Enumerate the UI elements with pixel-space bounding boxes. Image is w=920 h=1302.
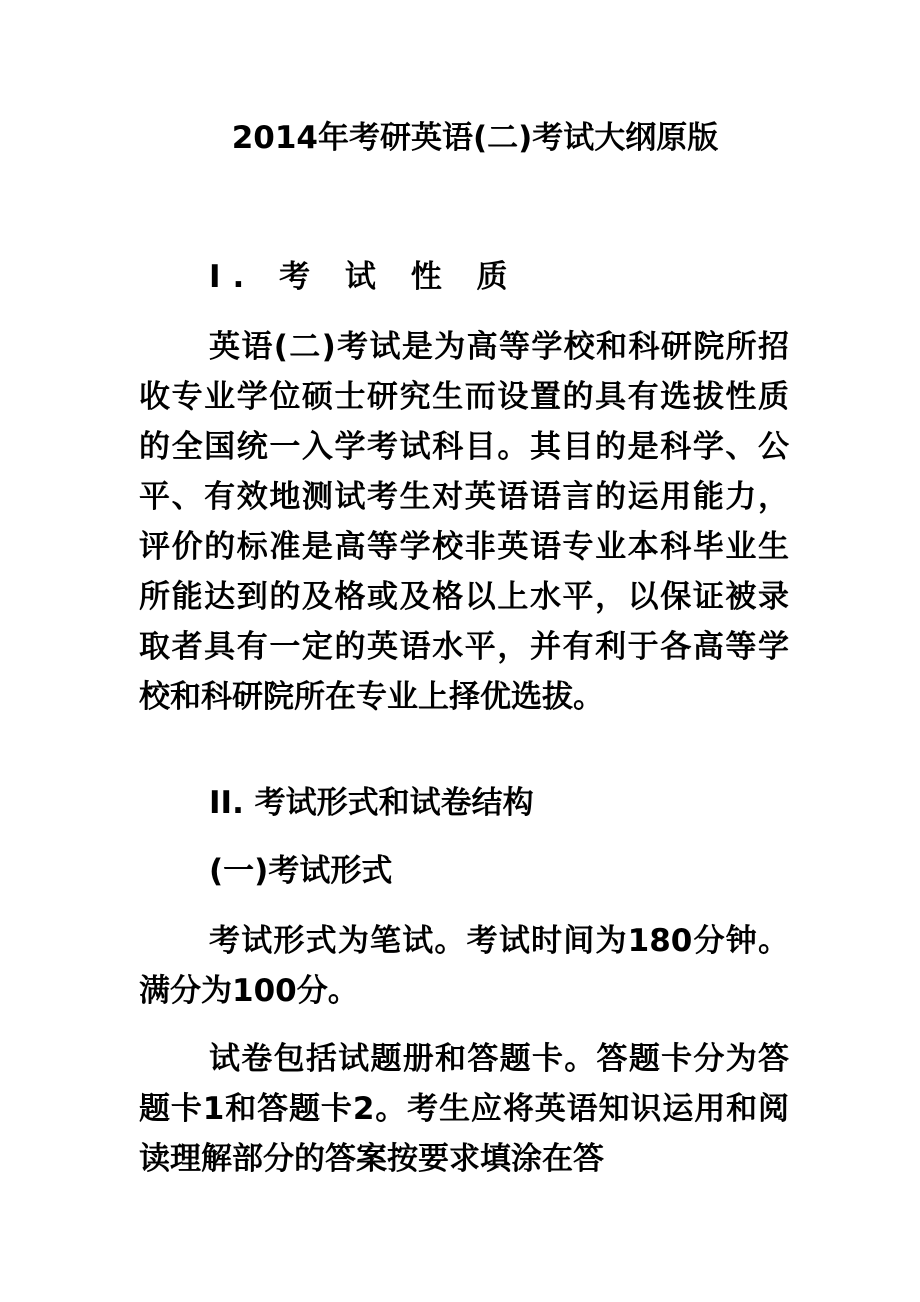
section-heading-nature: I. 考 试 性 质	[209, 259, 520, 295]
paragraph-answer-sheets: 试卷包括试题册和答题卡。答题卡分为答题卡1和答题卡2。考生应将英语知识运用和阅读理解部分的答案按要求填涂在答	[139, 1041, 789, 1177]
document-title: 2014年考研英语(二)考试大纲原版	[231, 120, 719, 156]
subsection-heading-exam-format: (一)考试形式	[209, 853, 393, 889]
paragraph-exam-nature: 英语(二)考试是为高等学校和科研院所招收专业学位硕士研究生而设置的具有选拔性质的全国统一入学考试科目。其目的是科学、公平、有效地测试考生对英语语言的运用能力，评价的标准是高等学校非英语专业本科毕业生所能达到的及格或及格以上水平，以保证被录取者具有一定的英语水平，并有利于各高等学校和科研院所在专业上择优选拔。	[139, 329, 789, 715]
section-heading-format-structure: II. 考试形式和试卷结构	[209, 785, 534, 821]
paragraph-exam-duration: 考试形式为笔试。考试时间为180分钟。满分为100分。	[139, 923, 789, 1009]
